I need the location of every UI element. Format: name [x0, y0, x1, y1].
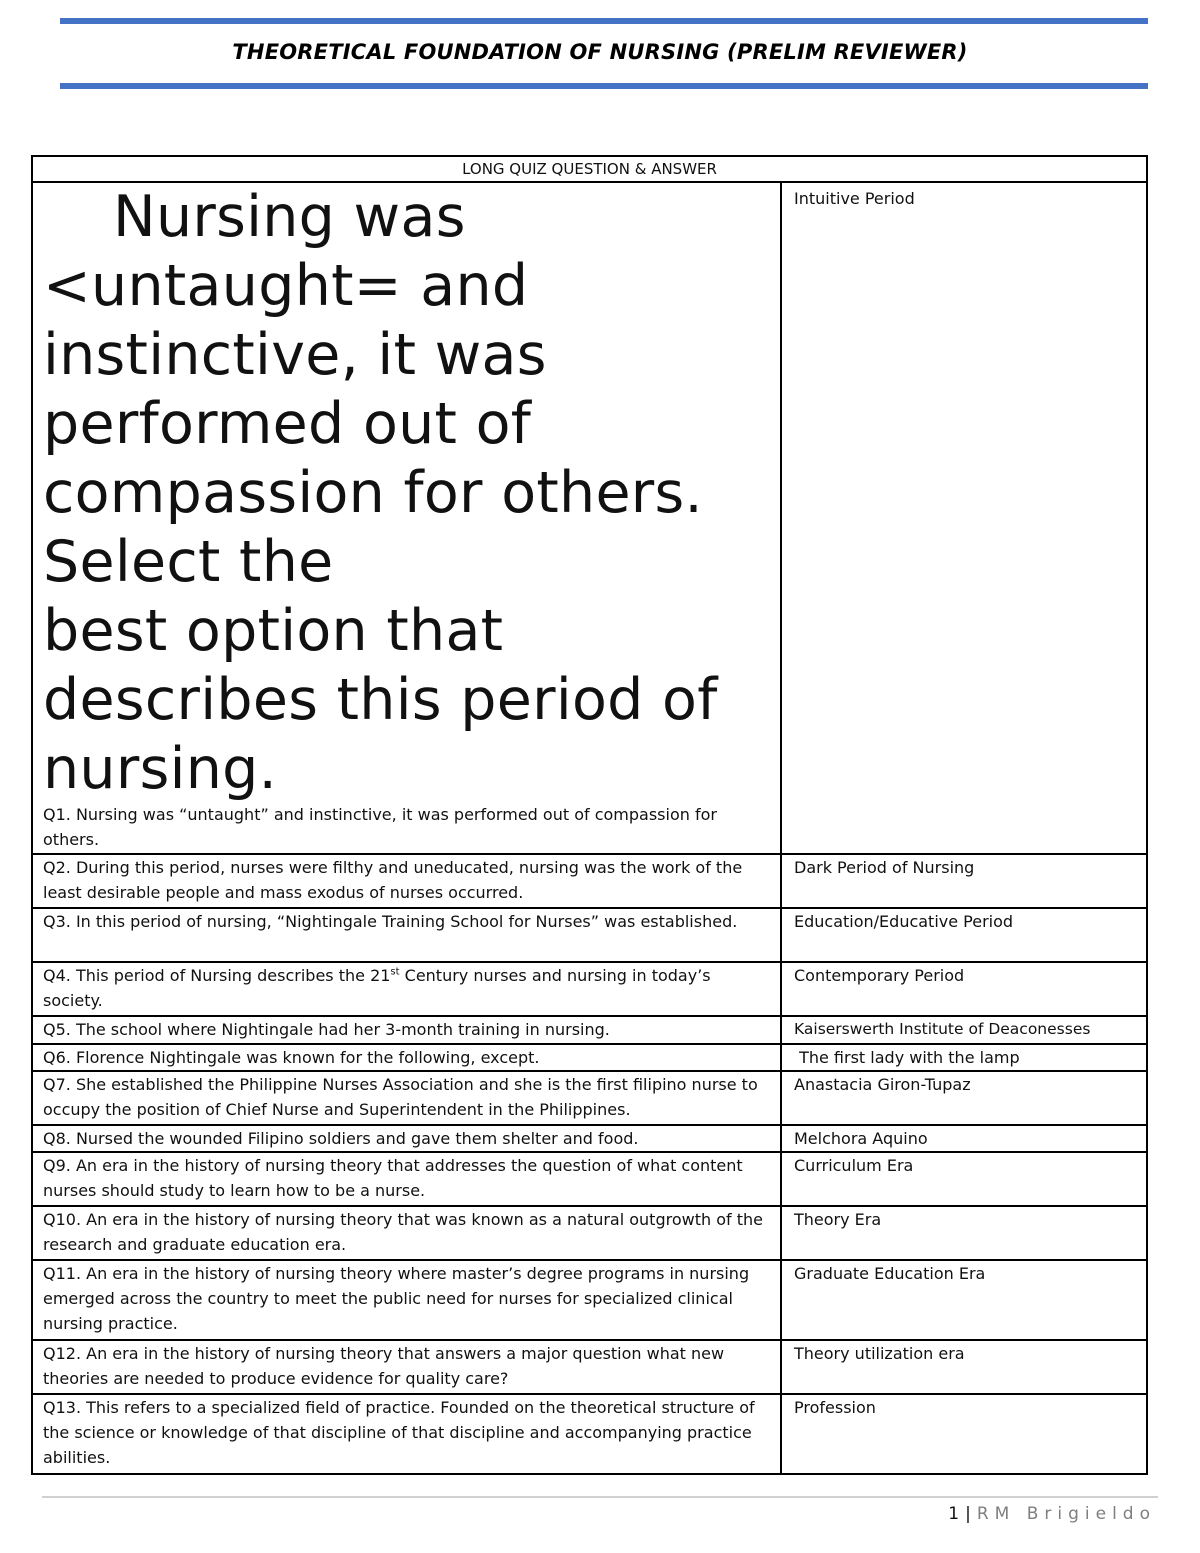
- question-cell: [32, 1152, 781, 1206]
- question-number: Q4.: [43, 966, 71, 985]
- question-cell: [32, 182, 781, 854]
- big-question-line: best option that: [43, 598, 504, 664]
- answer-cell: [781, 1340, 1147, 1394]
- table-row: [32, 1394, 1147, 1474]
- question-cell: [32, 1071, 781, 1125]
- answer-cell: [781, 962, 1147, 1016]
- answer-text: Kaiserswerth Institute of Deaconesses: [794, 1020, 1091, 1038]
- answer-text: Intuitive Period: [794, 189, 915, 208]
- question-cell: [32, 854, 781, 908]
- table-row: [32, 1206, 1147, 1260]
- table-row: [32, 1071, 1147, 1125]
- question-text-start: This period of Nursing describes the 21: [70, 966, 391, 985]
- question-number: Q7.: [43, 1075, 71, 1094]
- question-number: Q3.: [43, 912, 71, 931]
- question-text: The school where Nightingale had her 3-month training in nursing.: [70, 1020, 610, 1039]
- table-row: [32, 962, 1147, 1016]
- question-text: In this period of nursing, “Nightingale Training School for Nurses” was established.: [70, 912, 738, 931]
- answer-cell: [781, 1206, 1147, 1260]
- table-row: [32, 1044, 1147, 1071]
- answer-text: The first lady with the lamp: [794, 1048, 1020, 1067]
- table-row: [32, 182, 1147, 854]
- answer-text: Dark Period of Nursing: [794, 858, 975, 877]
- table-row: [32, 854, 1147, 908]
- ordinal-suffix: st: [390, 966, 400, 978]
- big-question-line: describes this period of: [43, 667, 718, 733]
- answer-text: Contemporary Period: [794, 966, 965, 985]
- answer-cell: [781, 1125, 1147, 1152]
- big-question-line: performed out of: [43, 391, 532, 457]
- header-rule-bottom: [60, 83, 1148, 89]
- answer-text: Melchora Aquino: [794, 1129, 928, 1148]
- question-text: During this period, nurses were filthy and uneducated, nursing was the work of the least desirable people and mass exodus of nurses occurred.: [43, 858, 743, 902]
- big-question-line: Select the: [43, 529, 334, 595]
- answer-cell: [781, 1044, 1147, 1071]
- quiz-table: [31, 155, 1148, 1475]
- question-cell: [32, 908, 781, 962]
- big-question-line: <untaught= and: [43, 253, 529, 319]
- question-text: An era in the history of nursing theory that addresses the question of what content nurses should study to learn how to be a nurse.: [43, 1156, 743, 1200]
- big-question-line: compassion for others.: [43, 460, 703, 526]
- question-text: An era in the history of nursing theory where master’s degree programs in nursing emerged across the country to meet the public need for nurses for specialized clinical nursing practice.: [43, 1264, 750, 1333]
- answer-text: Profession: [794, 1398, 876, 1417]
- question-text: This refers to a specialized field of practice. Founded on the theoretical structure of the science or knowledge of that discipline of that discipline and accompanying practice abilities.: [43, 1398, 755, 1467]
- footer-author: RM Brigieldo: [976, 1504, 1156, 1524]
- question-cell: [32, 1340, 781, 1394]
- question-number: Q12.: [43, 1344, 82, 1363]
- table-row: [32, 908, 1147, 962]
- answer-text: Curriculum Era: [794, 1156, 914, 1175]
- table-row: [32, 1340, 1147, 1394]
- enlarged-question-text: [43, 183, 770, 804]
- question-cell: [32, 962, 781, 1016]
- question-text: An era in the history of nursing theory that answers a major question what new theories are needed to produce evidence for quality care?: [43, 1344, 725, 1388]
- answer-text: Theory utilization era: [794, 1344, 965, 1363]
- question-text: An era in the history of nursing theory that was known as a natural outgrowth of the research and graduate education era.: [43, 1210, 763, 1254]
- table-row: [32, 1125, 1147, 1152]
- question-cell: [32, 1016, 781, 1044]
- question-number: Q11.: [43, 1264, 82, 1283]
- question-cell: [32, 1044, 781, 1071]
- quiz-table-heading: LONG QUIZ QUESTION & ANSWER: [32, 156, 1147, 182]
- question-number: Q6.: [43, 1048, 71, 1067]
- question-text: Nursing was “untaught” and instinctive, it was performed out of compassion for others.: [43, 805, 717, 849]
- table-row: [32, 1260, 1147, 1340]
- table-row: [32, 1152, 1147, 1206]
- question-number: Q8.: [43, 1129, 71, 1148]
- answer-text: Education/Educative Period: [794, 912, 1014, 931]
- question-text-end: Century nurses and nursing in today’s society.: [43, 966, 711, 1010]
- answer-text: Theory Era: [794, 1210, 882, 1229]
- quiz-table-heading-row: [32, 156, 1147, 182]
- question-text: Nursed the wounded Filipino soldiers and gave them shelter and food.: [70, 1129, 639, 1148]
- question-text: Florence Nightingale was known for the following, except.: [70, 1048, 540, 1067]
- answer-cell: [781, 908, 1147, 962]
- answer-cell: [781, 1152, 1147, 1206]
- footer-rule: [42, 1496, 1158, 1498]
- question-number: Q13.: [43, 1398, 82, 1417]
- question-number: Q5.: [43, 1020, 71, 1039]
- table-row: [32, 1016, 1147, 1044]
- question-cell: [32, 1125, 781, 1152]
- question-number: Q1.: [43, 805, 71, 824]
- answer-cell: [781, 854, 1147, 908]
- page-title: THEORETICAL FOUNDATION OF NURSING (PRELIM REVIEWER): [232, 40, 968, 64]
- answer-cell: [781, 1260, 1147, 1340]
- big-question-line: Nursing was: [113, 184, 466, 250]
- answer-cell: [781, 182, 1147, 854]
- answer-text: Anastacia Giron-Tupaz: [794, 1075, 971, 1094]
- question-number: Q9.: [43, 1156, 71, 1175]
- answer-cell: [781, 1071, 1147, 1125]
- question-cell: [32, 1394, 781, 1474]
- header-rule-top: [60, 18, 1148, 24]
- footer-separator: |: [965, 1504, 971, 1524]
- answer-cell: [781, 1394, 1147, 1474]
- answer-cell: [781, 1016, 1147, 1044]
- question-cell: [32, 1260, 781, 1340]
- big-question-line: nursing.: [43, 736, 278, 802]
- page-footer: [948, 1504, 1156, 1524]
- question-text: She established the Philippine Nurses Association and she is the first filipino nurse to occupy the position of Chief Nurse and Superintendent in the Philippines.: [43, 1075, 758, 1119]
- big-question-line: instinctive, it was: [43, 322, 547, 388]
- question-number: Q10.: [43, 1210, 82, 1229]
- page-number: 1: [948, 1504, 960, 1524]
- question-cell: [32, 1206, 781, 1260]
- question-number: Q2.: [43, 858, 71, 877]
- answer-text: Graduate Education Era: [794, 1264, 986, 1283]
